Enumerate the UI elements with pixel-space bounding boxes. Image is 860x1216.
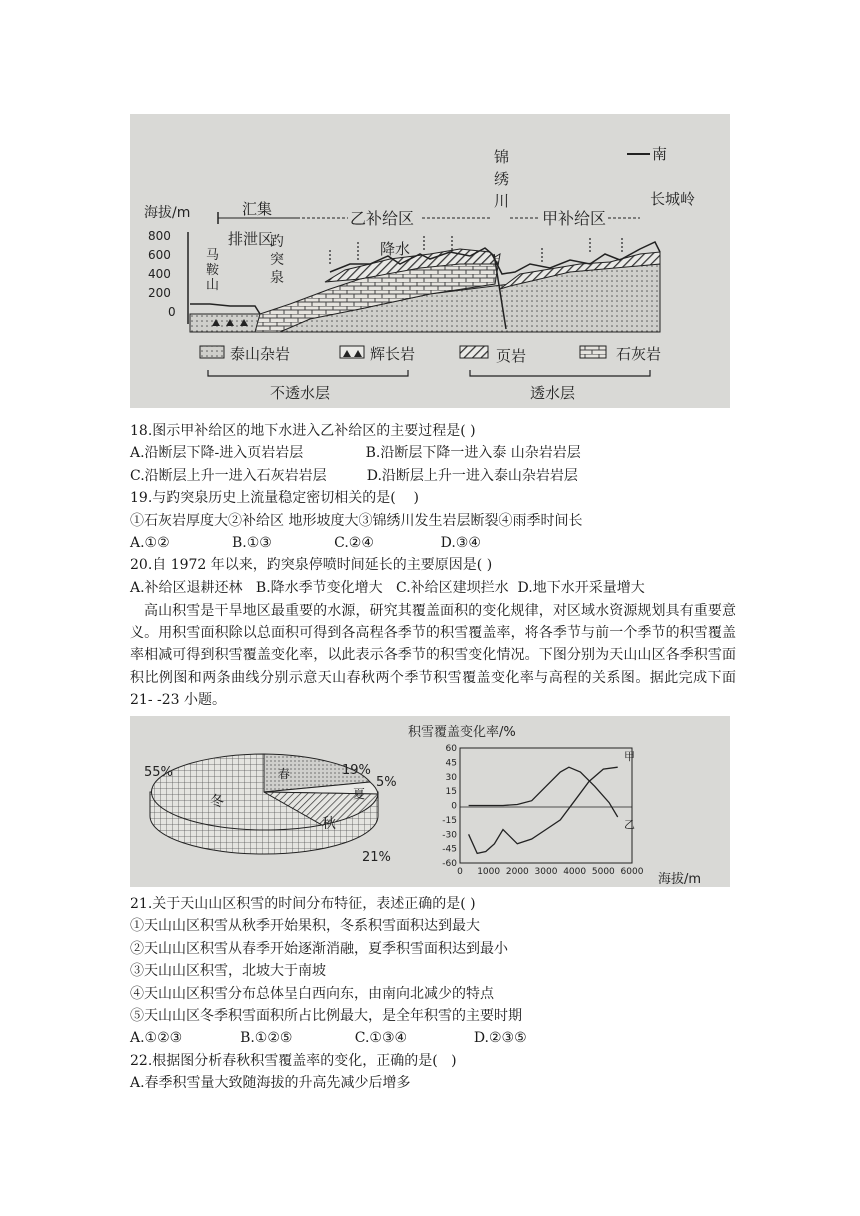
pie-chart [144, 754, 397, 865]
series-yi-line [469, 767, 618, 853]
zone-huiji: 汇集 [242, 200, 273, 218]
question-line: 20.自 1972 年以来，趵突泉停喷时间延长的主要原因是( ) [130, 557, 493, 574]
question-line: A.补给区退耕还林 B.降水季节变化增大 C.补给区建坝拦水 D.地下水开采量增大 [130, 579, 645, 596]
series-jia-label: 甲 [624, 750, 635, 763]
figure-cross-section [130, 114, 730, 408]
y-tick-label: 30 [445, 772, 457, 783]
svg-text:0: 0 [168, 305, 176, 319]
intro-text: 高山积雪是干旱地区最重要的水源，研究其覆盖面积的变化规律，对区域水资源规划具有重要意义。用积雪面积除以总面积可得到各高程各季节的积雪覆盖率，将各季节与前一个季节的积雪覆盖率相减可得到积雪覆盖变化率，以此表示各季节的积雪变化情况。下图分别为天山山区各季积雪面积比例图和两条曲线分别示意天山春秋两个季节积雪覆盖变化率与高程的关系图。据此完成下面 21- -23 小题。 [130, 603, 736, 708]
pie-value-summer: 5% [376, 775, 397, 790]
line-title: 积雪覆盖变化率/% [408, 725, 516, 740]
y-tick-label: -45 [442, 844, 457, 855]
question-line: 19.与趵突泉历史上流量稳定密切相关的是( ) [130, 490, 419, 507]
svg-text:600: 600 [148, 248, 171, 262]
x-tick-label: 1000 [477, 867, 501, 877]
pie-value-winter: 55% [144, 765, 173, 780]
x-tick-label: 6000 [620, 867, 644, 877]
question-line: A.①②③ B.①②⑤ C.①③④ D.②③⑤ [130, 1030, 527, 1047]
y-tick-label: -15 [442, 815, 457, 826]
svg-text:400: 400 [148, 267, 171, 281]
pie-label-spring: 春 [278, 767, 291, 781]
question-line: C.沿断层上升一进入石灰岩岩层 D.沿断层上升一进入泰山杂岩岩层 [130, 467, 578, 484]
legend-huichang: 辉长岩 [370, 345, 416, 363]
y-tick-label: 60 [445, 744, 457, 754]
questions-18-20 [130, 420, 740, 599]
question-line: ②天山山区积雪从春季开始逐渐消融，夏季积雪面积达到最小 [130, 940, 508, 957]
intro-paragraph [130, 600, 736, 711]
place-maan: 马鞍山 [206, 248, 220, 293]
figure-snow [130, 716, 730, 887]
place-changcheng: 长城岭 [650, 190, 696, 208]
legend-impermeable: 不透水层 [270, 384, 331, 402]
question-line: ①天山山区积雪从秋季开始果积，冬系积雪面积达到最大 [130, 918, 480, 935]
cross-section-svg [130, 114, 730, 408]
question-line: ①石灰岩厚度大②补给区 地形坡度大③锦绣川发生岩层断裂④雨季时间长 [130, 512, 583, 529]
zone-paixie: 排泄区 [228, 230, 274, 248]
pie-label-autumn: 秋 [322, 816, 336, 832]
question-line: A.沿断层下降-进入页岩岩层 B.沿断层下降一进入泰 山杂岩岩层 [130, 445, 581, 462]
x-tick-label: 0 [457, 867, 463, 877]
line-chart [408, 724, 701, 887]
x-tick-label: 4000 [563, 867, 587, 877]
question-line: A.①② B.①③ C.②④ D.③④ [130, 534, 481, 551]
y-ticks [148, 229, 176, 319]
questions-21-22 [130, 893, 740, 1095]
pie-value-autumn: 21% [362, 850, 391, 865]
direction-label: 南 [652, 145, 668, 163]
place-jinxiu: 锦绣川 [494, 148, 510, 210]
snow-svg [130, 716, 730, 887]
question-line: 18.图示甲补给区的地下水进入乙补给区的主要过程是( ) [130, 423, 476, 439]
line-xlabel: 海拔/m [658, 872, 702, 887]
x-tick-label: 3000 [534, 867, 558, 877]
y-tick-label: 45 [445, 758, 457, 769]
question-line: 22.根据图分析春秋积雪覆盖率的变化，正确的是( ) [130, 1052, 457, 1069]
zone-jia: 甲补给区 [542, 209, 607, 228]
question-line: A.春季积雪量大致随海拔的升高先减少后增多 [130, 1075, 411, 1092]
question-line: ④天山山区积雪分布总体呈白西向东，由南向北减少的特点 [130, 985, 494, 1002]
question-line: ⑤天山山区冬季积雪面积所占比例最大，是全年积雪的主要时期 [130, 1007, 522, 1024]
y-tick-label: -60 [442, 859, 457, 869]
legend-permeable: 透水层 [530, 384, 576, 402]
svg-text:200: 200 [148, 286, 171, 300]
legend-yeyan: 页岩 [496, 347, 527, 365]
y-tick-label: -30 [442, 830, 457, 841]
zone-yi: 乙补给区 [350, 209, 415, 228]
x-tick-label: 5000 [591, 867, 615, 877]
series-jia-line [469, 767, 618, 817]
legend-shihui: 石灰岩 [616, 345, 662, 363]
y-tick-label: 0 [451, 801, 457, 812]
series-yi-label: 乙 [624, 818, 635, 831]
pie-label-summer: 夏 [353, 787, 366, 801]
label-jiangshui: 降水 [380, 240, 411, 258]
question-line: ③天山山区积雪，北坡大于南坡 [130, 963, 326, 980]
svg-text:800: 800 [148, 229, 171, 243]
x-tick-label: 2000 [505, 867, 529, 877]
y-axis-label: 海拔/m [144, 205, 191, 221]
question-line: 21.关于天山山区积雪的时间分布特征，表述正确的是( ) [130, 896, 476, 912]
pie-value-spring: 19% [342, 763, 371, 778]
legend-taishan: 泰山杂岩 [230, 345, 291, 363]
place-baotu: 趵突泉 [270, 234, 284, 286]
pie-label-winter: 冬 [210, 794, 224, 810]
y-tick-label: 15 [445, 787, 457, 798]
